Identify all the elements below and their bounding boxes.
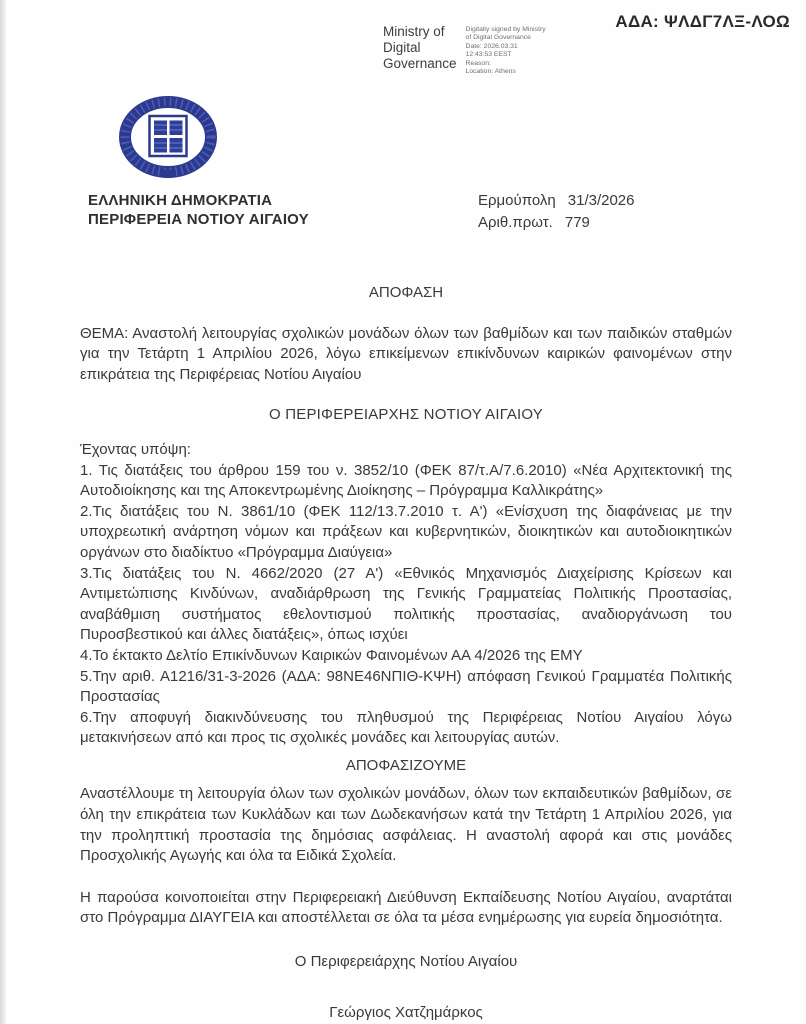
consideration-item: 1. Τις διατάξεις του άρθρου 159 του ν. 3852/10 (ΦΕΚ 87/τ.Α/7.6.2010) «Νέα Αρχιτεκτονική της Αυτοδιοίκησης και της Αποκεντρωμένης Διοίκησης – Πρόγραμμα Καλλικράτης» bbox=[80, 461, 732, 500]
signatory-name: Γεώργιος Χατζημάρκος bbox=[329, 1003, 483, 1021]
consideration-item: 2.Τις διατάξεις του Ν. 3861/10 (ΦΕΚ 112/13.7.2010 τ. Α') «Ενίσχυση της διαφάνειας με την υποχρεωτική ανάρτηση νόμων και πράξεων και κυβερνητικών, διοικητικών και αυτοδιοικητικών οργάνων στο διαδίκτυο «Πρόγραμμα Διαύγεια» bbox=[80, 502, 732, 561]
notification-paragraph: Η παρούσα κοινοποιείται στην Περιφερειακή Διεύθυνση Εκπαίδευσης Νοτίου Αιγαίου, αναρτάται στο Πρόγραμμα ΔΙΑΥΓΕΙΑ και αποστέλλεται σε όλα τα μέσα ενημέρωσης για ευρεία δημοσιότητα. bbox=[80, 888, 732, 927]
subject-paragraph: ΘΕΜΑ: Αναστολή λειτουργίας σχολικών μονάδων όλων των βαθμίδων και των παιδικών σταθμών για την Τετάρτη 1 Απριλίου 2026, λόγω επικείμενων επικίνδυνων καιρικών φαινομένων στην επικράτεια της Περιφέρειας Νοτίου Αιγαίου bbox=[80, 324, 732, 383]
protocol-row bbox=[478, 212, 635, 234]
decision-title: ΑΠΟΦΑΣΗ bbox=[368, 284, 444, 301]
consideration-item: 4.Το έκτακτο Δελτίο Επικίνδυνων Καιρικών Φαινομένων ΑΑ 4/2026 της ΕΜΥ bbox=[80, 646, 583, 664]
signatory-title: Ο Περιφερειάρχης Νοτίου Αιγαίου bbox=[294, 953, 518, 971]
place-date-row bbox=[478, 190, 635, 212]
letterhead bbox=[88, 96, 328, 230]
digital-signature-stamp bbox=[383, 24, 546, 77]
letterhead-region: ΠΕΡΙΦΕΡΕΙΑ ΝΟΤΙΟΥ ΑΙΓΑΙΟΥ bbox=[88, 210, 309, 228]
protocol-label: Αριθ.πρωτ. bbox=[478, 213, 553, 231]
stamp-ministry-name bbox=[383, 24, 457, 77]
stamp-ministry-line: Digital bbox=[383, 39, 421, 55]
stamp-detail-line: 12:43:53 EEST bbox=[465, 51, 512, 59]
consideration-item: 3.Τις διατάξεις του Ν. 4662/2020 (27 Α') «Εθνικός Μηχανισμός Διαχείρισης Κρίσεων και Αντιμετώπισης Κινδύνων, αναδιάρθρωση της Γενικής Γραμματείας Πολιτικής Προστασίας, αναβάθμιση συστήματος εθελοντισμού πολιτικής προστασίας, αναδιοργάνωση του Πυροσβεστικού και άλλες διατάξεις», όπως ισχύει bbox=[80, 564, 732, 644]
operative-heading: ΑΠΟΦΑΣΙΖΟΥΜΕ bbox=[345, 756, 467, 774]
document-date: 31/3/2026 bbox=[567, 192, 635, 209]
stamp-signature-details bbox=[466, 24, 546, 77]
ada-code: ΑΔΑ: ΨΛΔΓ7ΛΞ-ΛΟΩ bbox=[615, 12, 790, 31]
stamp-ministry-line: Governance bbox=[383, 55, 457, 71]
stamp-detail-line: Date: 2026.03.31 bbox=[465, 42, 518, 50]
protocol-number: 779 bbox=[564, 213, 590, 231]
stamp-detail-line: Reason: bbox=[465, 59, 491, 67]
consideration-item: 5.Την αριθ. Α1216/31-3-2026 (ΑΔΑ: 98ΝΕ46ΝΠΙΘ-ΚΨΗ) απόφαση Γενικού Γραμματέα Πολιτικής Προστασίας bbox=[80, 667, 732, 706]
place: Ερμούπολη bbox=[478, 192, 556, 209]
consideration-item: 6.Την αποφυγή διακινδύνευσης του πληθυσμού της Περιφέρειας Νοτίου Αιγαίου λόγω μετακινήσεων από και προς τις σχολικές μονάδες και λειτουργίας αυτών. bbox=[80, 708, 732, 747]
decision-body bbox=[80, 283, 732, 1023]
reference-block bbox=[478, 190, 635, 234]
greek-national-emblem-icon bbox=[116, 96, 220, 184]
letterhead-country: ΕΛΛΗΝΙΚΗ ΔΗΜΟΚΡΑΤΙΑ bbox=[88, 192, 273, 209]
scan-edge-shadow bbox=[0, 0, 6, 1024]
stamp-detail-line: of Digital Governance bbox=[465, 34, 531, 42]
stamp-ministry-line: Ministry of bbox=[383, 24, 445, 39]
stamp-detail-line: Digitally signed by Ministry bbox=[465, 26, 546, 33]
operative-paragraph: Αναστέλλουμε τη λειτουργία όλων των σχολικών μονάδων, όλων των εκπαιδευτικών βαθμίδων, σε όλη την επικράτεια των Κυκλάδων και των Δωδεκανήσων κατά την Τετάρτη 1 Απριλίου 2026, για την προληπτική προστασία της δημόσιας ασφάλειας. Η αναστολή αφορά και στις μονάδες Προσχολικής Αγωγής και όλα τα Ειδικά Σχολεία. bbox=[80, 785, 732, 865]
authority-heading: Ο ΠΕΡΙΦΕΡΕΙΑΡΧΗΣ ΝΟΤΙΟΥ ΑΙΓΑΙΟΥ bbox=[269, 406, 543, 424]
stamp-detail-line: Location: Athens bbox=[465, 68, 516, 76]
having-regard-label: Έχοντας υπόψη: bbox=[80, 440, 191, 458]
